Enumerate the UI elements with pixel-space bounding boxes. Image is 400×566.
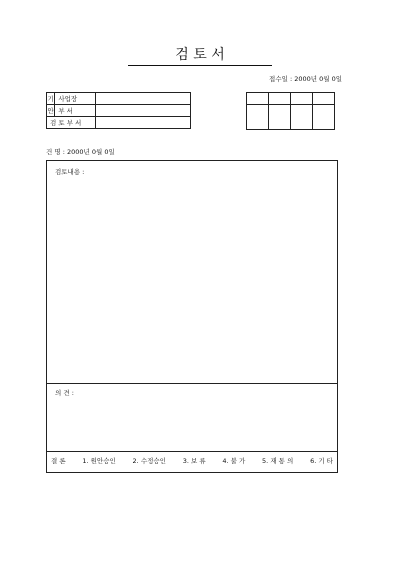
info-key: 기	[47, 93, 55, 105]
decision-label: 결 론	[51, 457, 66, 465]
decision-option[interactable]: 6. 기 타	[310, 457, 333, 465]
approval-header-row	[247, 93, 335, 105]
info-row-review-dept	[47, 117, 191, 129]
info-row-workplace	[47, 93, 191, 105]
info-label: 부 서	[55, 105, 96, 117]
title-underline	[128, 65, 272, 66]
review-box	[46, 160, 338, 473]
approval-sign-cell[interactable]	[291, 105, 313, 130]
opinion-divider	[47, 451, 337, 452]
approval-sign-row	[247, 105, 335, 130]
approval-grid	[246, 92, 335, 130]
approval-cell[interactable]	[291, 93, 313, 105]
approval-sign-cell[interactable]	[313, 105, 335, 130]
info-value-field[interactable]	[96, 105, 191, 117]
decision-option[interactable]: 1. 원안승인	[82, 457, 116, 465]
decision-row	[47, 456, 337, 465]
approval-cell[interactable]	[247, 93, 269, 105]
decision-option[interactable]: 4. 불 가	[222, 457, 246, 465]
content-label: 검토내용 :	[55, 168, 85, 176]
approval-cell[interactable]	[269, 93, 291, 105]
info-value-field[interactable]	[96, 93, 191, 105]
review-dept-field[interactable]	[96, 117, 191, 129]
approval-sign-cell[interactable]	[269, 105, 291, 130]
decision-option[interactable]: 2. 수정승인	[132, 457, 166, 465]
review-dept-label: 검 토 부 서	[47, 117, 96, 129]
info-label: 사업장	[55, 93, 96, 105]
info-key: 안	[47, 105, 55, 117]
approval-cell[interactable]	[313, 93, 335, 105]
info-table	[46, 92, 191, 129]
document-title: 검 토 서	[175, 47, 225, 63]
opinion-label: 의 견 :	[55, 389, 74, 397]
decision-option[interactable]: 5. 재 통 의	[262, 457, 294, 465]
content-divider	[47, 383, 337, 384]
info-row-department	[47, 105, 191, 117]
received-date: 접수일 : 2000년 0월 0일	[269, 75, 342, 83]
decision-option[interactable]: 3. 보 류	[182, 457, 206, 465]
approval-sign-cell[interactable]	[247, 105, 269, 130]
subject-line: 건 명 : 2000년 0월 0일	[46, 148, 115, 156]
